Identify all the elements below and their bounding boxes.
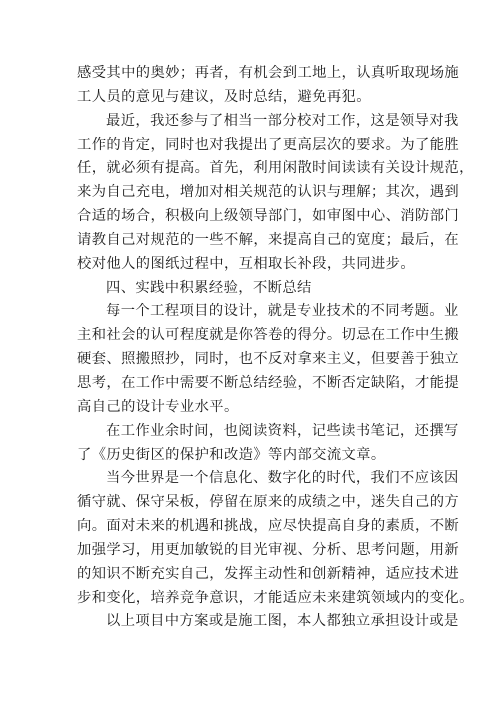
text-line: 在工作业余时间，也阅读资料，记些读书笔记，还撰写 bbox=[106, 422, 459, 439]
text-line: 四、实践中积累经验，不断总结 bbox=[106, 279, 312, 296]
document-body bbox=[77, 62, 474, 634]
text-line: 当今世界是一个信息化、数字化的时代，我们不应该因 bbox=[106, 470, 459, 487]
text-line: 感受其中的奥妙；再者，有机会到工地上，认真听取现场施 bbox=[77, 65, 460, 81]
text-line: 高自己的设计专业水平。 bbox=[77, 398, 239, 415]
text-line: 校对他人的图纸过程中，互相取长补段，共同进步。 bbox=[77, 255, 416, 272]
text-line: 每一个工程项目的设计，就是专业技术的不同考题。业 bbox=[106, 303, 459, 320]
text-line: 硬套、照搬照抄，同时，也不反对拿来主义，但要善于独立 bbox=[77, 351, 460, 368]
text-line: 了《历史街区的保护和改造》等内部交流文章。 bbox=[77, 446, 386, 463]
text-line: 的知识不断充实自己，发挥主动性和创新精神，适应技术进 bbox=[77, 565, 460, 582]
text-line: 最近，我还参与了相当一部分校对工作，这是领导对我 bbox=[106, 112, 459, 129]
text-line: 思考，在工作中需要不断总结经验，不断否定缺陷，才能提 bbox=[77, 374, 460, 391]
text-line: 主和社会的认可程度就是你答卷的得分。切忌在工作中生搬 bbox=[77, 327, 460, 344]
text-line: 以上项目中方案或是施工图，本人都独立承担设计或是 bbox=[106, 613, 459, 630]
text-line: 加强学习，用更加敏锐的目光审视、分析、思考问题，用新 bbox=[77, 541, 460, 558]
text-line: 任，就必须有提高。首先，利用闲散时间读读有关设计规范， bbox=[77, 160, 474, 177]
text-line: 步和变化，培养竞争意识，才能适应未来建筑领域内的变化。 bbox=[77, 589, 474, 606]
text-line: 来为自己充电，增加对相关规范的认识与理解；其次，遇到 bbox=[77, 184, 460, 201]
text-line: 请教自己对规范的一些不解，来提高自己的宽度；最后，在 bbox=[77, 231, 460, 248]
text-line: 合适的场合，积极向上级领导部门，如审图中心、消防部门 bbox=[77, 208, 460, 225]
text-line: 工作的肯定，同时也对我提出了更高层次的要求。为了能胜 bbox=[77, 136, 460, 153]
text-line: 循守就、保守呆板，停留在原来的成绩之中，迷失自己的方 bbox=[77, 494, 460, 511]
text-line: 向。面对未来的机遇和挑战，应尽快提高自身的素质，不断 bbox=[77, 518, 460, 535]
text-line: 工人员的意见与建议，及时总结，避免再犯。 bbox=[77, 88, 371, 105]
